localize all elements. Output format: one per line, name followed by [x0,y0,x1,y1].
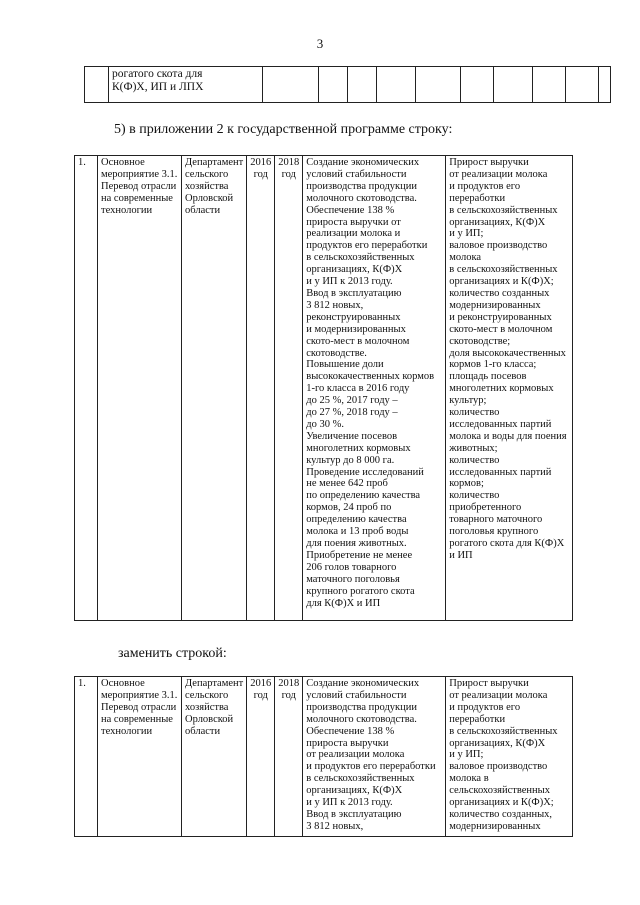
cell-measure: Основное мероприятие 3.1. Перевод отрасли на современные технологии [98,156,182,621]
table-cell-empty [377,67,416,103]
cell-result: Создание экономических условий стабильности производства продукции молочного скотоводства. Обеспечение 138 % прироста выручки от реализации молока и продуктов его переработки в сельскохозяйственных организациях, К(Ф)Х и у ИП к 2013 году. Ввод в эксплуатацию 3 812 новых, [303,677,446,837]
cell-result: Создание экономических условий стабильности производства продукции молочного скотоводства. Обеспечение 138 % прироста выручки от реализации молока и продуктов его переработки в сельскохозяйственных организациях, К(Ф)Х и у ИП к 2013 году. Ввод в эксплуатацию 3 812 новых, реконструированных и модернизированных ското-мест в молочном скотоводстве. Повышение доли высококачественных кормов 1-го класса в 2016 году до 25 %, 2017 году – до 27 %, 2018 году – до 30 %. Увеличение посевов многолетних кормовых культур до 8 000 га. Проведение исследований не менее 642 проб по определению качества кормов, 24 проб по определению качества молока и 13 проб воды для поения животных. Приобретение не менее 206 голов товарного маточного поголовья крупного рогатого скота для К(Ф)Х и ИП [303,156,446,621]
cell-measure: Основное мероприятие 3.1. Перевод отрасли на современные технологии [98,677,182,837]
page-number: 3 [316,36,324,51]
table-row [85,67,611,103]
table-cell-empty [566,67,599,103]
table-cell-text [109,67,263,103]
table-row [75,677,573,837]
table-cell-empty [319,67,348,103]
continuation-text: рогатого скота для К(Ф)Х, ИП и ЛПХ [112,68,204,93]
cell-indicators: Прирост выручки от реализации молока и продуктов его переработки в сельскохозяйственных организациях, К(Ф)Х и у ИП; валовое производство молока в сельскохозяйственных организациях и К(Ф)Х; количество созданных модернизированных и реконструированных ското-мест в молочном скотоводстве; доля высококачественных кормов 1-го класса; площадь посевов многолетних кормовых культур; количество исследованных партий молока и воды для поения животных; количество исследованных партий кормов; количество приобретенного товарного маточного поголовья крупного рогатого скота для К(Ф)Х и ИП [446,156,573,621]
table-cell-empty [263,67,319,103]
cell-executor: Департамент сельского хозяйства Орловской области [182,677,247,837]
table-cell-empty [416,67,461,103]
paragraph-with: заменить строкой: [118,646,227,661]
table-cell-empty [599,67,611,103]
paragraph-replace: 5) в приложении 2 к государственной программе строку: [114,122,453,137]
cell-executor: Департамент сельского хозяйства Орловской области [182,156,247,621]
table-new-row [74,676,573,837]
cell-year-start: 2016 год [247,156,275,621]
table-cell-empty [533,67,566,103]
table-row [75,156,573,621]
cell-indicators: Прирост выручки от реализации молока и продуктов его переработки в сельскохозяйственных организациях, К(Ф)Х и у ИП; валовое производство молока в сельскохозяйственных организациях и К(Ф)Х; количество созданных, модернизированных [446,677,573,837]
cell-year-end: 2018 год [275,156,303,621]
cell-year-start: 2016 год [247,677,275,837]
table-old-row [74,155,573,621]
table-cell-empty [461,67,494,103]
continuation-table [84,66,611,103]
table-cell-number [85,67,109,103]
table-cell-empty [494,67,533,103]
cell-year-end: 2018 год [275,677,303,837]
table-cell-empty [348,67,377,103]
cell-number: 1. [75,156,98,621]
cell-number: 1. [75,677,98,837]
